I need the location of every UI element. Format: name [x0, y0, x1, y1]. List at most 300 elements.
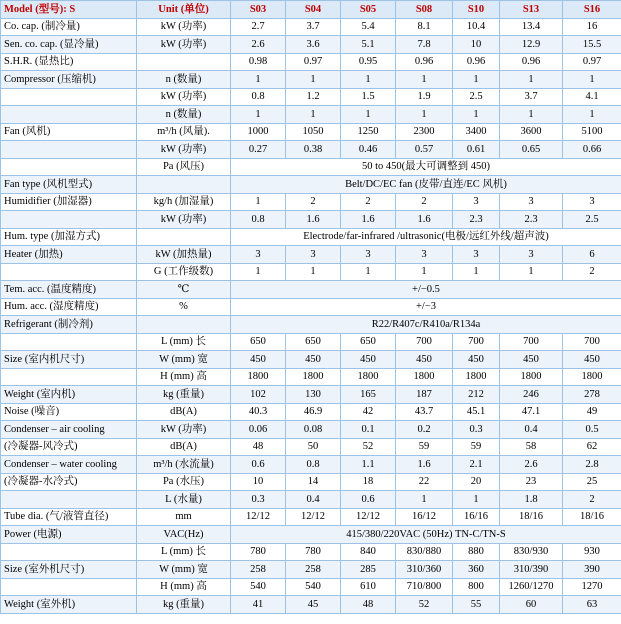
value-cell: 830/880 [396, 543, 453, 561]
row-unit: kW (加热量) [137, 246, 231, 264]
value-cell: 45 [286, 596, 341, 614]
row-label: Size (室内机尺寸) [1, 351, 137, 369]
value-cell: 1270 [563, 578, 621, 596]
value-cell: 278 [563, 386, 621, 404]
value-cell: 10 [453, 36, 500, 54]
value-cell: 2.1 [453, 456, 500, 474]
value-cell: 52 [341, 438, 396, 456]
value-cell: 710/800 [396, 578, 453, 596]
value-cell: 1 [563, 106, 621, 124]
row-label: Sen. co. cap. (显冷量) [1, 36, 137, 54]
table-row [1, 193, 621, 211]
value-cell: 55 [453, 596, 500, 614]
value-cell: 62 [563, 438, 621, 456]
value-cell: 1 [286, 106, 341, 124]
value-cell: 0.06 [231, 421, 286, 439]
merged-value: Belt/DC/EC fan (皮带/直连/EC 风机) [231, 176, 621, 194]
value-cell: 310/390 [500, 561, 563, 579]
value-cell: 0.61 [453, 141, 500, 159]
value-cell: 22 [396, 473, 453, 491]
value-cell: 16 [563, 18, 621, 36]
value-cell: 3 [453, 193, 500, 211]
value-cell: 700 [396, 333, 453, 351]
row-unit: W (mm) 宽 [137, 561, 231, 579]
table-row [1, 211, 621, 229]
row-unit: m³/h (风量). [137, 123, 231, 141]
value-cell: 650 [231, 333, 286, 351]
value-cell: 42 [341, 403, 396, 421]
value-cell: 1250 [341, 123, 396, 141]
row-unit: Pa (风压) [137, 158, 231, 176]
value-cell: 0.8 [231, 211, 286, 229]
row-unit: VAC(Hz) [137, 526, 231, 544]
table-row [1, 71, 621, 89]
row-unit [137, 176, 231, 194]
value-cell: 1 [231, 263, 286, 281]
value-cell: 1 [396, 263, 453, 281]
value-cell: 2.5 [453, 88, 500, 106]
value-cell: 0.57 [396, 141, 453, 159]
value-cell: 0.3 [231, 491, 286, 509]
value-cell: 58 [500, 438, 563, 456]
value-cell: 3 [396, 246, 453, 264]
table-row [1, 473, 621, 491]
row-label [1, 158, 137, 176]
row-unit: kW (功率) [137, 211, 231, 229]
row-unit: n (数量) [137, 106, 231, 124]
value-cell: 12/12 [286, 508, 341, 526]
row-unit: mm [137, 508, 231, 526]
value-cell: 48 [231, 438, 286, 456]
value-cell: 1 [500, 263, 563, 281]
row-label [1, 263, 137, 281]
value-cell: 6 [563, 246, 621, 264]
value-cell: 0.97 [286, 53, 341, 71]
row-unit: kW (功率) [137, 88, 231, 106]
value-cell: 1 [341, 71, 396, 89]
value-cell: 0.96 [500, 53, 563, 71]
value-cell: 2.5 [563, 211, 621, 229]
value-cell: 212 [453, 386, 500, 404]
table-row [1, 106, 621, 124]
value-cell: 3 [286, 246, 341, 264]
value-cell: 1800 [231, 368, 286, 386]
value-cell: 840 [341, 543, 396, 561]
value-cell: 0.98 [231, 53, 286, 71]
value-cell: 59 [396, 438, 453, 456]
value-cell: 450 [500, 351, 563, 369]
row-unit: kg (重量) [137, 596, 231, 614]
value-cell: 3.7 [500, 88, 563, 106]
table-row [1, 36, 621, 54]
value-cell: 780 [286, 543, 341, 561]
value-cell: 0.8 [231, 88, 286, 106]
row-unit: ℃ [137, 281, 231, 299]
row-unit: kg/h (加湿量) [137, 193, 231, 211]
row-label: Hum. acc. (湿度精度) [1, 298, 137, 316]
value-cell: 102 [231, 386, 286, 404]
row-unit: % [137, 298, 231, 316]
row-unit [137, 316, 231, 334]
model-column-header: S13 [500, 1, 563, 19]
row-label: Condenser – water cooling [1, 456, 137, 474]
value-cell: 2.8 [563, 456, 621, 474]
value-cell: 1800 [500, 368, 563, 386]
row-label: Size (室外机尺寸) [1, 561, 137, 579]
table-row [1, 596, 621, 614]
row-label: (冷凝器-风冷式) [1, 438, 137, 456]
merged-value: 415/380/220VAC (50Hz) TN-C/TN-S [231, 526, 621, 544]
row-label: Humidifier (加湿器) [1, 193, 137, 211]
row-unit: m³/h (水流量) [137, 456, 231, 474]
row-label [1, 106, 137, 124]
table-row [1, 18, 621, 36]
value-cell: 47.1 [500, 403, 563, 421]
value-cell: 0.6 [341, 491, 396, 509]
row-unit: L (mm) 长 [137, 333, 231, 351]
value-cell: 49 [563, 403, 621, 421]
value-cell: 1 [500, 106, 563, 124]
value-cell: 2.3 [453, 211, 500, 229]
table-row [1, 561, 621, 579]
value-cell: 0.65 [500, 141, 563, 159]
row-label [1, 491, 137, 509]
value-cell: 610 [341, 578, 396, 596]
table-row [1, 386, 621, 404]
value-cell: 830/930 [500, 543, 563, 561]
value-cell: 3400 [453, 123, 500, 141]
value-cell: 1 [500, 71, 563, 89]
table-row [1, 228, 621, 246]
value-cell: 3 [453, 246, 500, 264]
row-label: Hum. type (加湿方式) [1, 228, 137, 246]
table-row [1, 526, 621, 544]
value-cell: 14 [286, 473, 341, 491]
table-row [1, 316, 621, 334]
value-cell: 41 [231, 596, 286, 614]
value-cell: 258 [286, 561, 341, 579]
value-cell: 0.08 [286, 421, 341, 439]
value-cell: 16/16 [453, 508, 500, 526]
value-cell: 2 [396, 193, 453, 211]
value-cell: 540 [231, 578, 286, 596]
value-cell: 2 [341, 193, 396, 211]
value-cell: 1 [453, 491, 500, 509]
value-cell: 16/12 [396, 508, 453, 526]
value-cell: 50 [286, 438, 341, 456]
value-cell: 0.4 [500, 421, 563, 439]
value-cell: 0.1 [341, 421, 396, 439]
value-cell: 15.5 [563, 36, 621, 54]
row-unit: H (mm) 高 [137, 578, 231, 596]
value-cell: 1 [453, 71, 500, 89]
row-unit: dB(A) [137, 403, 231, 421]
value-cell: 2 [563, 263, 621, 281]
value-cell: 3.6 [286, 36, 341, 54]
value-cell: 60 [500, 596, 563, 614]
value-cell: 1 [396, 491, 453, 509]
row-unit: n (数量) [137, 71, 231, 89]
value-cell: 52 [396, 596, 453, 614]
row-label: Heater (加热) [1, 246, 137, 264]
value-cell: 1.6 [396, 211, 453, 229]
value-cell: 130 [286, 386, 341, 404]
model-column-header: S16 [563, 1, 621, 19]
row-unit: Pa (水压) [137, 473, 231, 491]
value-cell: 1.8 [500, 491, 563, 509]
value-cell: 0.66 [563, 141, 621, 159]
table-row [1, 263, 621, 281]
model-column-header: S03 [231, 1, 286, 19]
value-cell: 12/12 [231, 508, 286, 526]
value-cell: 1 [231, 193, 286, 211]
value-cell: 0.46 [341, 141, 396, 159]
value-cell: 18/16 [563, 508, 621, 526]
value-cell: 246 [500, 386, 563, 404]
value-cell: 4.1 [563, 88, 621, 106]
value-cell: 700 [563, 333, 621, 351]
value-cell: 48 [341, 596, 396, 614]
value-cell: 1 [453, 106, 500, 124]
value-cell: 360 [453, 561, 500, 579]
model-column-header: S10 [453, 1, 500, 19]
table-row [1, 123, 621, 141]
value-cell: 0.8 [286, 456, 341, 474]
row-label: Tube dia. (气/液管直径) [1, 508, 137, 526]
table-row [1, 281, 621, 299]
value-cell: 2 [286, 193, 341, 211]
value-cell: 0.27 [231, 141, 286, 159]
value-cell: 1 [341, 263, 396, 281]
row-label: S.H.R. (显热比) [1, 53, 137, 71]
value-cell: 40.3 [231, 403, 286, 421]
row-unit: L (mm) 长 [137, 543, 231, 561]
value-cell: 1.6 [286, 211, 341, 229]
row-unit: H (mm) 高 [137, 368, 231, 386]
value-cell: 450 [231, 351, 286, 369]
value-cell: 3600 [500, 123, 563, 141]
table-row [1, 578, 621, 596]
value-cell: 1800 [341, 368, 396, 386]
header-row [1, 1, 621, 19]
value-cell: 18/16 [500, 508, 563, 526]
row-unit: kg (重量) [137, 386, 231, 404]
value-cell: 3 [563, 193, 621, 211]
value-cell: 2300 [396, 123, 453, 141]
merged-value: +/−3 [231, 298, 621, 316]
value-cell: 450 [563, 351, 621, 369]
row-label: Power (电源) [1, 526, 137, 544]
merged-value: R22/R407c/R410a/R134a [231, 316, 621, 334]
value-cell: 0.38 [286, 141, 341, 159]
row-unit: L (水量) [137, 491, 231, 509]
value-cell: 1800 [563, 368, 621, 386]
row-label: Weight (室内机) [1, 386, 137, 404]
model-column-header: S05 [341, 1, 396, 19]
value-cell: 2 [563, 491, 621, 509]
value-cell: 0.2 [396, 421, 453, 439]
row-unit [137, 53, 231, 71]
value-cell: 5.4 [341, 18, 396, 36]
value-cell: 165 [341, 386, 396, 404]
row-unit: kW (功率) [137, 18, 231, 36]
value-cell: 0.4 [286, 491, 341, 509]
value-cell: 8.1 [396, 18, 453, 36]
value-cell: 1.1 [341, 456, 396, 474]
table-row [1, 88, 621, 106]
row-label: Co. cap. (制冷量) [1, 18, 137, 36]
value-cell: 800 [453, 578, 500, 596]
value-cell: 2.3 [500, 211, 563, 229]
value-cell: 1800 [396, 368, 453, 386]
value-cell: 540 [286, 578, 341, 596]
value-cell: 1 [396, 71, 453, 89]
row-label [1, 88, 137, 106]
value-cell: 650 [341, 333, 396, 351]
row-label [1, 141, 137, 159]
row-unit: W (mm) 宽 [137, 351, 231, 369]
value-cell: 0.95 [341, 53, 396, 71]
value-cell: 2.7 [231, 18, 286, 36]
table-row [1, 246, 621, 264]
value-cell: 700 [500, 333, 563, 351]
value-cell: 780 [231, 543, 286, 561]
value-cell: 1 [231, 71, 286, 89]
table-row [1, 438, 621, 456]
value-cell: 0.96 [453, 53, 500, 71]
model-column-header: S08 [396, 1, 453, 19]
value-cell: 310/360 [396, 561, 453, 579]
row-unit: G (工作级数) [137, 263, 231, 281]
value-cell: 1 [396, 106, 453, 124]
row-label: Weight (室外机) [1, 596, 137, 614]
value-cell: 63 [563, 596, 621, 614]
row-unit: dB(A) [137, 438, 231, 456]
value-cell: 0.96 [396, 53, 453, 71]
row-label [1, 368, 137, 386]
value-cell: 23 [500, 473, 563, 491]
value-cell: 46.9 [286, 403, 341, 421]
row-unit: kW (功率) [137, 141, 231, 159]
merged-value: 50 to 450(最大可调整到 450) [231, 158, 621, 176]
table-row [1, 508, 621, 526]
value-cell: 1 [563, 71, 621, 89]
value-cell: 1.6 [341, 211, 396, 229]
row-unit: kW (功率) [137, 421, 231, 439]
value-cell: 1 [231, 106, 286, 124]
value-cell: 3 [500, 246, 563, 264]
value-cell: 43.7 [396, 403, 453, 421]
value-cell: 2.6 [231, 36, 286, 54]
value-cell: 285 [341, 561, 396, 579]
value-cell: 1260/1270 [500, 578, 563, 596]
row-label: Noise (噪音) [1, 403, 137, 421]
value-cell: 1 [453, 263, 500, 281]
table-row [1, 403, 621, 421]
table-row [1, 176, 621, 194]
table-row [1, 368, 621, 386]
value-cell: 0.6 [231, 456, 286, 474]
value-cell: 5100 [563, 123, 621, 141]
value-cell: 3 [231, 246, 286, 264]
value-cell: 1800 [453, 368, 500, 386]
value-cell: 5.1 [341, 36, 396, 54]
value-cell: 390 [563, 561, 621, 579]
value-cell: 1 [341, 106, 396, 124]
value-cell: 700 [453, 333, 500, 351]
value-cell: 13.4 [500, 18, 563, 36]
value-cell: 450 [453, 351, 500, 369]
row-label: Condenser – air cooling [1, 421, 137, 439]
value-cell: 2.6 [500, 456, 563, 474]
row-label: Fan type (风机型式) [1, 176, 137, 194]
row-unit: kW (功率) [137, 36, 231, 54]
value-cell: 880 [453, 543, 500, 561]
value-cell: 3.7 [286, 18, 341, 36]
unit-header: Unit (单位) [137, 1, 231, 19]
value-cell: 187 [396, 386, 453, 404]
row-label: Tem. acc. (温度精度) [1, 281, 137, 299]
row-label: Compressor (压缩机) [1, 71, 137, 89]
merged-value: Electrode/far-infrared /ultrasonic(电极/远红外线/超声波) [231, 228, 621, 246]
value-cell: 45.1 [453, 403, 500, 421]
table-row [1, 333, 621, 351]
row-label [1, 211, 137, 229]
table-row [1, 543, 621, 561]
value-cell: 1.5 [341, 88, 396, 106]
value-cell: 450 [396, 351, 453, 369]
value-cell: 1000 [231, 123, 286, 141]
row-label [1, 333, 137, 351]
value-cell: 25 [563, 473, 621, 491]
value-cell: 0.97 [563, 53, 621, 71]
value-cell: 59 [453, 438, 500, 456]
table-row [1, 456, 621, 474]
row-unit [137, 228, 231, 246]
value-cell: 1 [286, 71, 341, 89]
value-cell: 450 [341, 351, 396, 369]
value-cell: 10 [231, 473, 286, 491]
table-row [1, 351, 621, 369]
value-cell: 3 [500, 193, 563, 211]
value-cell: 650 [286, 333, 341, 351]
model-column-header: S04 [286, 1, 341, 19]
value-cell: 1 [286, 263, 341, 281]
value-cell: 10.4 [453, 18, 500, 36]
value-cell: 12/12 [341, 508, 396, 526]
value-cell: 450 [286, 351, 341, 369]
table-row [1, 421, 621, 439]
table-row [1, 53, 621, 71]
table-row [1, 298, 621, 316]
value-cell: 1.9 [396, 88, 453, 106]
row-label [1, 543, 137, 561]
value-cell: 1.2 [286, 88, 341, 106]
table-row [1, 141, 621, 159]
row-label: (冷凝器-水冷式) [1, 473, 137, 491]
value-cell: 1050 [286, 123, 341, 141]
value-cell: 258 [231, 561, 286, 579]
row-label: Fan (风机) [1, 123, 137, 141]
value-cell: 18 [341, 473, 396, 491]
value-cell: 0.5 [563, 421, 621, 439]
value-cell: 7.8 [396, 36, 453, 54]
value-cell: 12.9 [500, 36, 563, 54]
value-cell: 1800 [286, 368, 341, 386]
table-row [1, 158, 621, 176]
value-cell: 930 [563, 543, 621, 561]
model-header: Model (型号): S [1, 1, 137, 19]
